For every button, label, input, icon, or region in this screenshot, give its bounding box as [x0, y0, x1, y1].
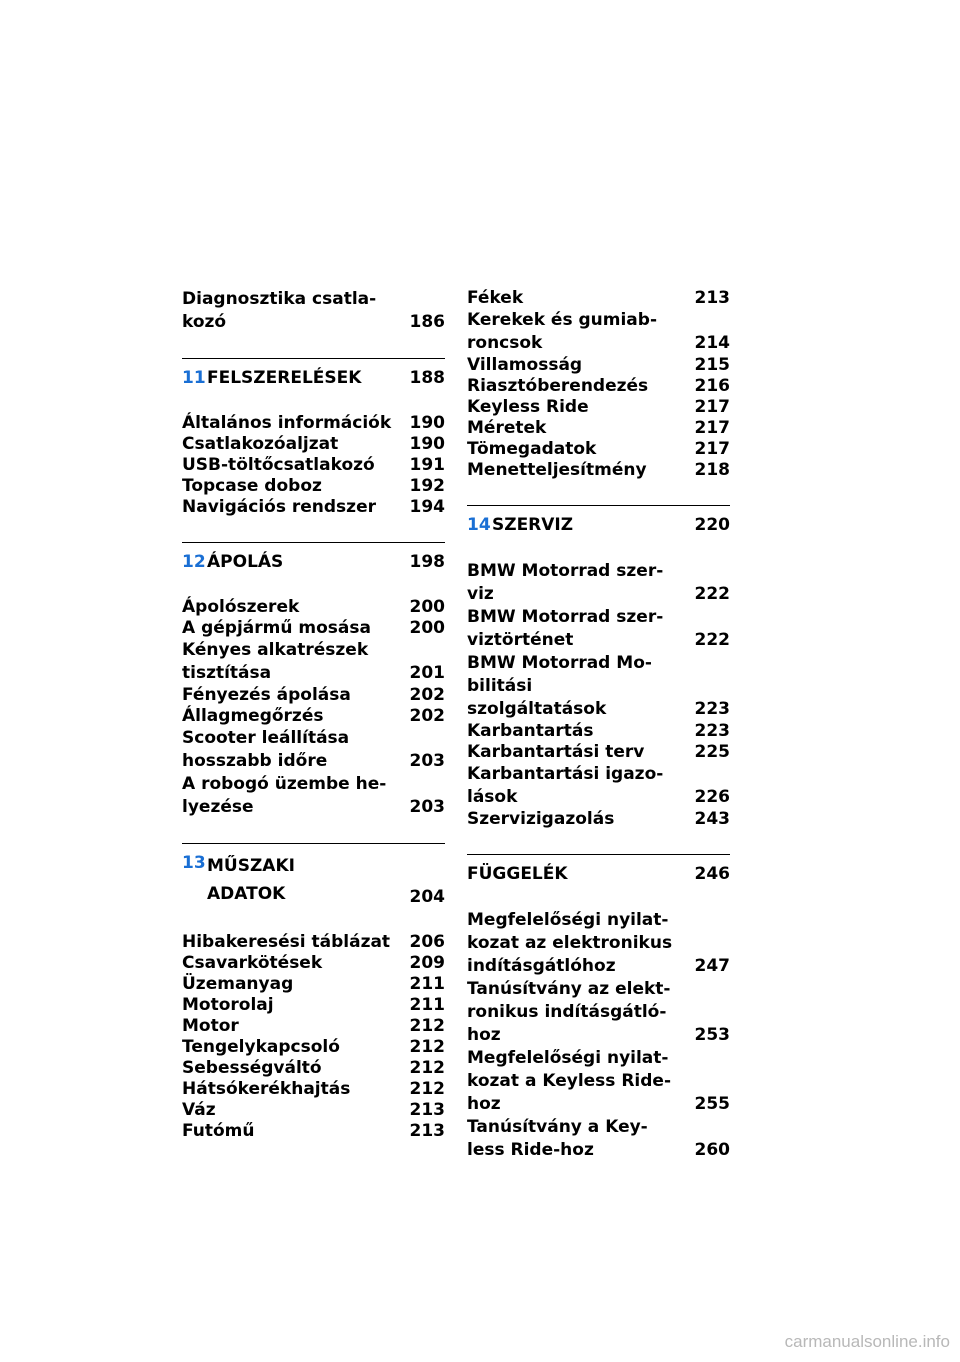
toc-entry[interactable] — [182, 1100, 445, 1121]
toc-entry-title: Tanúsítvány a Key- less Ride-hoz — [467, 1117, 648, 1160]
toc-entry-page: 222 — [694, 584, 730, 604]
toc-entry-title: Karbantartási terv — [467, 742, 645, 762]
toc-entry[interactable] — [182, 685, 445, 706]
toc-entry-title: A gépjármű mosása — [182, 618, 371, 638]
toc-entry-title: Hátsókerékhajtás — [182, 1079, 351, 1099]
toc-entry-page: 209 — [409, 953, 445, 973]
toc-entry-page: 216 — [694, 376, 730, 396]
toc-entry[interactable] — [182, 434, 445, 455]
toc-entry[interactable] — [467, 439, 730, 460]
toc-entry[interactable] — [182, 995, 445, 1016]
toc-entry-page: 212 — [409, 1058, 445, 1078]
toc-entry[interactable] — [182, 413, 445, 434]
toc-entry-title: Tengelykapcsoló — [182, 1037, 340, 1057]
section-title: FELSZERELÉSEK — [207, 368, 362, 388]
toc-entry[interactable] — [182, 1058, 445, 1079]
toc-entry-page: 206 — [409, 932, 445, 952]
section-12-list — [182, 597, 445, 819]
toc-entry-title: Motorolaj — [182, 995, 274, 1015]
toc-entry-page: 217 — [694, 397, 730, 417]
toc-entry-page: 200 — [409, 618, 445, 638]
toc-entry[interactable] — [182, 1079, 445, 1100]
toc-entry[interactable] — [182, 1037, 445, 1058]
toc-entry[interactable] — [182, 618, 445, 639]
toc-entry-title: Váz — [182, 1100, 216, 1120]
toc-entry[interactable] — [467, 309, 730, 355]
toc-entry-page: 255 — [694, 1094, 730, 1114]
toc-entry-title: Karbantartás — [467, 721, 594, 741]
toc-entry-title: Állagmegőrzés — [182, 706, 324, 726]
section-number: 12 — [182, 552, 206, 572]
toc-entry[interactable] — [467, 652, 730, 721]
toc-entry-title: Csatlakozóaljzat — [182, 434, 339, 454]
toc-entry[interactable] — [467, 763, 730, 809]
appendix-list — [467, 909, 730, 1162]
toc-entry-page: 211 — [409, 995, 445, 1015]
section-heading-13[interactable] — [182, 843, 445, 908]
section-page: 246 — [694, 864, 730, 884]
toc-entry[interactable] — [467, 376, 730, 397]
toc-entry[interactable] — [467, 909, 730, 978]
toc-entry[interactable] — [467, 560, 730, 606]
toc-entry-page: 203 — [409, 751, 445, 771]
section-page: 204 — [409, 887, 445, 907]
toc-entry-page: 212 — [409, 1079, 445, 1099]
toc-entry-page: 225 — [694, 742, 730, 762]
section-number: 14 — [467, 515, 491, 535]
toc-entry[interactable] — [182, 597, 445, 618]
toc-entry-title: Riasztóberendezés — [467, 376, 649, 396]
toc-entry-page: 247 — [694, 956, 730, 976]
toc-left-column — [182, 288, 445, 1142]
toc-entry-title: Tanúsítvány az elekt- ronikus indításgátló- hoz — [467, 979, 671, 1045]
toc-entry-page: 222 — [694, 630, 730, 650]
toc-entry-page: 200 — [409, 597, 445, 617]
section-heading-11[interactable] — [182, 358, 445, 389]
section-page: 188 — [409, 368, 445, 388]
toc-entry[interactable] — [467, 742, 730, 763]
toc-entry[interactable] — [182, 974, 445, 995]
toc-entry[interactable] — [467, 397, 730, 418]
toc-entry[interactable] — [182, 455, 445, 476]
toc-entry-page: 243 — [694, 809, 730, 829]
toc-entry[interactable] — [467, 460, 730, 481]
toc-entry-title: Fékek — [467, 288, 524, 308]
toc-entry[interactable] — [182, 639, 445, 685]
toc-entry-title: Fényezés ápolása — [182, 685, 351, 705]
toc-entry-title: Szervizigazolás — [467, 809, 615, 829]
toc-entry-page: 194 — [409, 497, 445, 517]
section-11-list — [182, 413, 445, 518]
toc-entry-page: 201 — [409, 663, 445, 683]
toc-entry-page: 223 — [694, 721, 730, 741]
section-heading-appendix[interactable] — [467, 854, 730, 885]
toc-entry-page: 214 — [694, 333, 730, 353]
section-page: 220 — [694, 515, 730, 535]
toc-entry-title: Menetteljesítmény — [467, 460, 647, 480]
toc-entry-page: 253 — [694, 1025, 730, 1045]
toc-entry-title: Kerekek és gumiab- roncsok — [467, 310, 657, 353]
toc-entry[interactable] — [467, 1116, 730, 1162]
section-title: SZERVIZ — [492, 515, 574, 535]
section-page: 198 — [409, 552, 445, 572]
toc-entry[interactable] — [182, 932, 445, 953]
toc-entry[interactable] — [182, 1121, 445, 1142]
section-heading-12[interactable] — [182, 542, 445, 573]
toc-right-column — [467, 288, 730, 1162]
toc-entry[interactable] — [182, 953, 445, 974]
toc-entry[interactable] — [182, 1016, 445, 1037]
toc-entry[interactable] — [467, 1047, 730, 1116]
toc-entry-title: Megfelelőségi nyilat- kozat az elektronikus indításgátlóhoz — [467, 910, 673, 976]
toc-entry-title: Megfelelőségi nyilat- kozat a Keyless Ride- hoz — [467, 1048, 671, 1114]
toc-entry-page: 192 — [409, 476, 445, 496]
toc-entry-title: A robogó üzembe he- lyezése — [182, 774, 387, 817]
section-title: MŰSZAKI ADATOK — [207, 856, 295, 904]
section-13-continued-list — [467, 288, 730, 481]
toc-entry-page: 212 — [409, 1016, 445, 1036]
toc-entry-page: 213 — [694, 288, 730, 308]
toc-entry[interactable] — [182, 288, 445, 334]
toc-entry-page: 186 — [409, 312, 445, 332]
toc-entry[interactable] — [182, 476, 445, 497]
toc-entry-page: 202 — [409, 685, 445, 705]
toc-entry-title: Sebességváltó — [182, 1058, 322, 1078]
toc-entry-title: Scooter leállítása hosszabb időre — [182, 728, 350, 771]
toc-entry-page: 213 — [409, 1100, 445, 1120]
toc-entry-title: BMW Motorrad Mo- bilitási szolgáltatások — [467, 653, 652, 719]
toc-entry-page: 215 — [694, 355, 730, 375]
toc-entry-title: Üzemanyag — [182, 974, 294, 994]
toc-entry-title: Méretek — [467, 418, 547, 438]
toc-entry-title: Topcase doboz — [182, 476, 322, 496]
toc-entry-title: USB-töltőcsatlakozó — [182, 455, 375, 475]
toc-entry-title: Karbantartási igazo- lások — [467, 764, 664, 807]
toc-entry-title: Ápolószerek — [182, 597, 300, 617]
toc-entry-page: 218 — [694, 460, 730, 480]
toc-entry[interactable] — [467, 721, 730, 742]
toc-entry-page: 226 — [694, 787, 730, 807]
section-title: ÁPOLÁS — [207, 552, 284, 572]
toc-entry-title: Keyless Ride — [467, 397, 589, 417]
toc-entry-page: 190 — [409, 413, 445, 433]
toc-entry-page: 217 — [694, 439, 730, 459]
toc-entry[interactable] — [467, 978, 730, 1047]
toc-entry[interactable] — [182, 773, 445, 819]
toc-entry-title: Általános információk — [182, 413, 392, 433]
toc-entry-title: Navigációs rendszer — [182, 497, 376, 517]
toc-entry-page: 213 — [409, 1121, 445, 1141]
toc-entry-page: 260 — [694, 1140, 730, 1160]
toc-entry-title: Tömegadatok — [467, 439, 597, 459]
section-title: FÜGGELÉK — [467, 864, 568, 884]
toc-entry-page: 211 — [409, 974, 445, 994]
toc-entry-title: Futómű — [182, 1121, 255, 1141]
toc-entry[interactable] — [182, 727, 445, 773]
toc-entry-page: 223 — [694, 699, 730, 719]
toc-entry-title: Motor — [182, 1016, 239, 1036]
toc-entry-page: 212 — [409, 1037, 445, 1057]
toc-entry[interactable] — [467, 606, 730, 652]
toc-entry[interactable] — [467, 355, 730, 376]
toc-entry-title: Kényes alkatrészek tisztítása — [182, 640, 369, 683]
toc-entry-page: 203 — [409, 797, 445, 817]
toc-entry-page: 202 — [409, 706, 445, 726]
toc-entry-title: Villamosság — [467, 355, 583, 375]
section-number: 13 — [182, 853, 206, 873]
toc-entry[interactable] — [467, 288, 730, 309]
toc-entry-title: BMW Motorrad szer- viz — [467, 561, 664, 604]
toc-entry-page: 217 — [694, 418, 730, 438]
toc-entry-page: 191 — [409, 455, 445, 475]
section-14-list — [467, 560, 730, 830]
toc-entry-title: Diagnosztika csatla- kozó — [182, 289, 377, 332]
watermark-text: carmanualsonline.info — [784, 1332, 950, 1351]
toc-entry-title: Hibakeresési táblázat — [182, 932, 391, 952]
section-heading-14[interactable] — [467, 505, 730, 536]
section-number: 11 — [182, 368, 206, 388]
toc-entry[interactable] — [182, 706, 445, 727]
toc-entry-title: BMW Motorrad szer- viztörténet — [467, 607, 664, 650]
toc-entry-page: 190 — [409, 434, 445, 454]
section-13-list — [182, 932, 445, 1142]
toc-entry[interactable] — [467, 418, 730, 439]
toc-entry[interactable] — [182, 497, 445, 518]
toc-entry[interactable] — [467, 809, 730, 830]
toc-entry-title: Csavarkötések — [182, 953, 323, 973]
